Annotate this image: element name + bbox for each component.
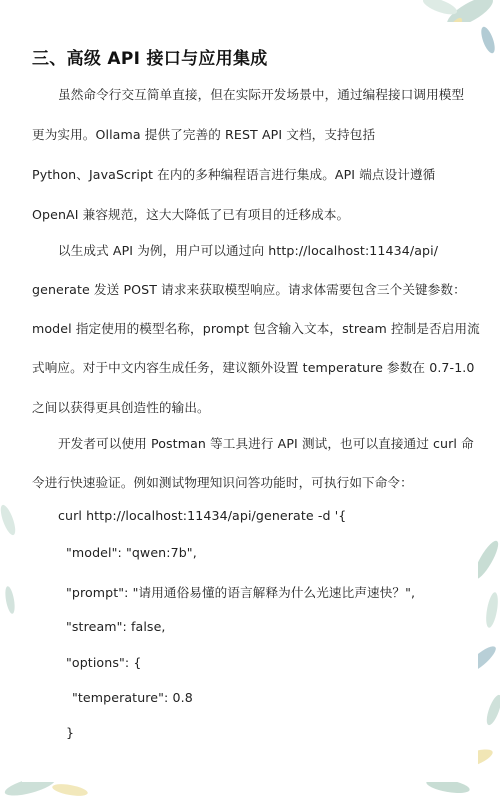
paragraph-2-line-1: 以生成式 API 为例，用户可以通过向 http://localhost:11434/api/	[58, 243, 439, 258]
code-line-5: "options": {	[66, 655, 142, 670]
code-line-4: "stream": false,	[66, 619, 166, 634]
code-line-1: curl http://localhost:11434/api/generate -d '{	[58, 508, 347, 523]
code-line-3: "prompt": "请用通俗易懂的语言解释为什么光速比声速快？",	[66, 585, 416, 600]
paragraph-2-line-4: 式响应。对于中文内容生成任务，建议额外设置 temperature 参数在 0.7-1.0	[32, 360, 475, 375]
paragraph-1-line-2: 更为实用。Ollama 提供了完善的 REST API 文档，支持包括	[32, 127, 376, 142]
paragraph-1-line-4: OpenAI 兼容规范，这大大降低了已有项目的迁移成本。	[32, 207, 350, 222]
code-line-6: "temperature": 0.8	[72, 690, 193, 705]
paragraph-2-line-2: generate 发送 POST 请求来获取模型响应。请求体需要包含三个关键参数：	[32, 282, 466, 297]
paragraph-1-line-3: Python、JavaScript 在内的多种编程语言进行集成。API 端点设计遵循	[32, 167, 436, 182]
section-heading: 三、高级 API 接口与应用集成	[32, 49, 268, 69]
paragraph-3-line-2: 令进行快速验证。例如测试物理知识问答功能时，可执行如下命令：	[32, 475, 413, 490]
paragraph-1-line-1: 虽然命令行交互简单直接，但在实际开发场景中，通过编程接口调用模型	[58, 87, 465, 102]
paragraph-2-line-3: model 指定使用的模型名称，prompt 包含输入文本，stream 控制是否启用流	[32, 321, 480, 336]
paragraph-2-line-5: 之间以获得更具创造性的输出。	[32, 400, 210, 415]
code-line-2: "model": "qwen:7b",	[66, 545, 197, 560]
paragraph-3-line-1: 开发者可以使用 Postman 等工具进行 API 测试，也可以直接通过 curl 命	[58, 436, 474, 451]
code-line-7: }	[66, 725, 75, 740]
